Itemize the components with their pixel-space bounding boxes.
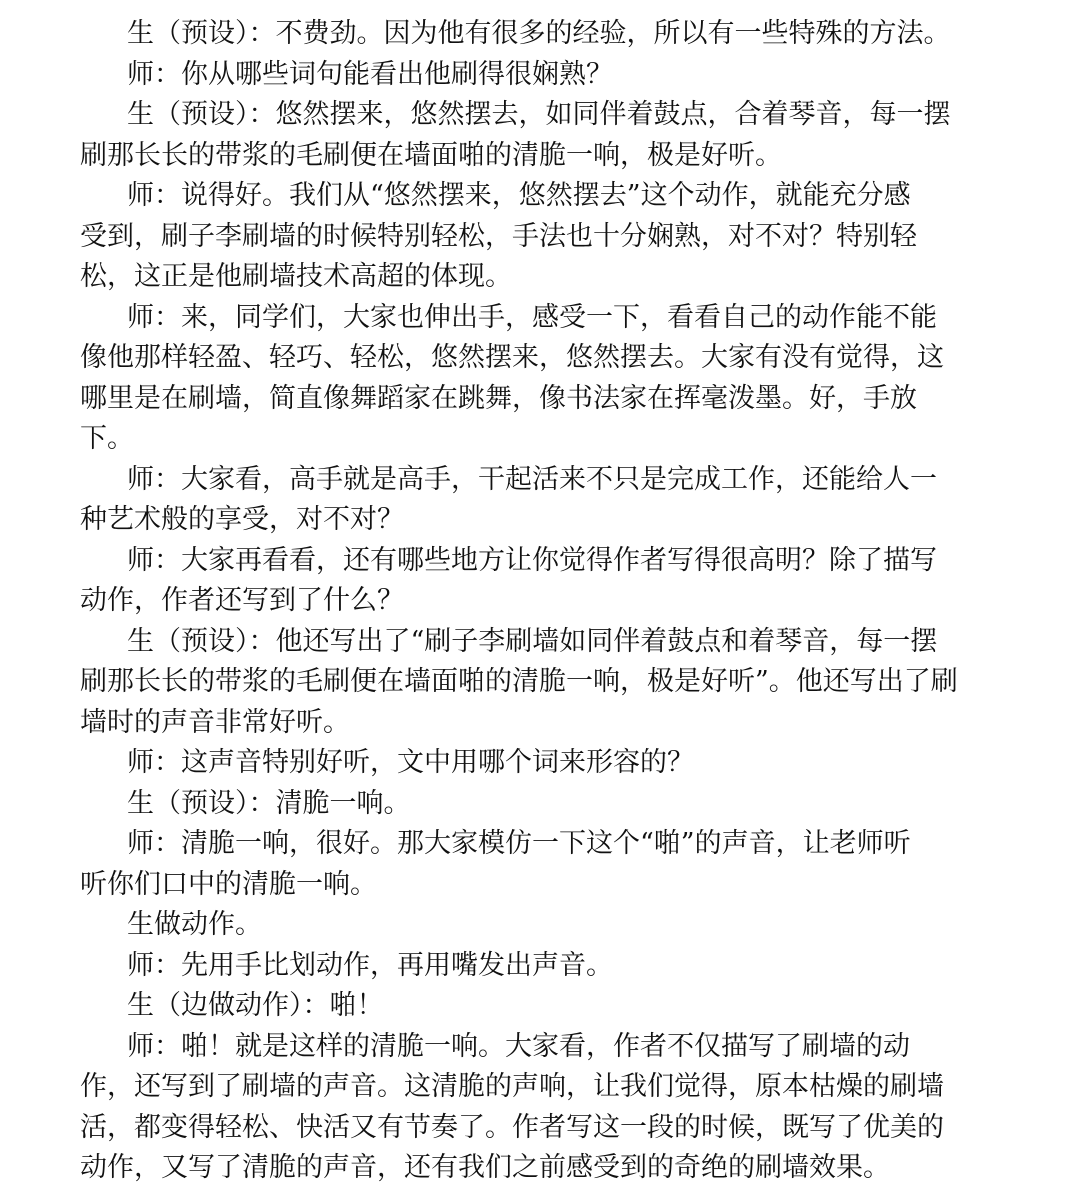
- paragraph-line: 下。: [80, 423, 134, 454]
- paragraph-line: 刷那长长的带浆的毛刷便在墙面啪的清脆一响，极是好听”。他还写出了刷: [80, 666, 958, 697]
- paragraph-line: 松，这正是他刷墙技术高超的体现。: [80, 261, 512, 292]
- paragraph-line: 师：清脆一响，很好。那大家模仿一下这个“啪”的声音，让老师听: [127, 828, 911, 859]
- paragraph-line: 动作，作者还写到了什么？: [80, 585, 404, 616]
- paragraph-line: 生（预设）：清脆一响。: [127, 787, 411, 819]
- paragraph-line: 动作，又写了清脆的声音，还有我们之前感受到的奇绝的刷墙效果。: [80, 1152, 890, 1183]
- paragraph-line: 师：说得好。我们从“悠然摆来，悠然摆去”这个动作，就能充分感: [127, 180, 911, 211]
- paragraph-line: 像他那样轻盈、轻巧、轻松，悠然摆来，悠然摆去。大家有没有觉得，这: [80, 342, 944, 373]
- paragraph-line: 种艺术般的享受，对不对？: [80, 504, 404, 535]
- paragraph-line: 师：你从哪些词句能看出他刷得很娴熟？: [127, 58, 613, 90]
- paragraph-line: 生（预设）：不费劲。因为他有很多的经验，所以有一些特殊的方法。: [127, 18, 951, 49]
- paragraph-line: 受到，刷子李刷墙的时候特别轻松，手法也十分娴熟，对不对？特别轻: [80, 220, 917, 252]
- paragraph-line: 生（预设）：悠然摆来，悠然摆去，如同伴着鼓点，合着琴音，每一摆: [127, 99, 951, 130]
- document-page: [0, 14, 1080, 1189]
- paragraph-line: 师：大家再看看，还有哪些地方让你觉得作者写得很高明？除了描写: [127, 544, 937, 576]
- paragraph-line: 师：这声音特别好听，文中用哪个词来形容的？: [127, 747, 694, 778]
- paragraph-line: 生（边做动作）：啪！: [127, 990, 384, 1021]
- paragraph-line: 听你们口中的清脆一响。: [80, 868, 377, 900]
- paragraph-line: 墙时的声音非常好听。: [80, 706, 350, 738]
- paragraph-line: 师：先用手比划动作，再用嘴发出声音。: [127, 949, 613, 981]
- paragraph-line: 哪里是在刷墙，简直像舞蹈家在跳舞，像书法家在挥毫泼墨。好，手放: [80, 382, 917, 414]
- paragraph-line: 生做动作。: [127, 909, 262, 940]
- paragraph-line: 师：来，同学们，大家也伸出手，感受一下，看看自己的动作能不能: [127, 301, 937, 333]
- paragraph-line: 生（预设）：他还写出了“刷子李刷墙如同伴着鼓点和着琴音，每一摆: [127, 625, 938, 657]
- paragraph-line: 刷那长长的带浆的毛刷便在墙面啪的清脆一响，极是好听。: [80, 139, 782, 171]
- paragraph-line: 师：啪！就是这样的清脆一响。大家看，作者不仅描写了刷墙的动: [127, 1030, 910, 1062]
- paragraph-line: 活，都变得轻松、快活又有节奏了。作者写这一段的时候，既写了优美的: [80, 1111, 944, 1143]
- paragraph-line: 作，还写到了刷墙的声音。这清脆的声响，让我们觉得，原本枯燥的刷墙: [80, 1071, 944, 1102]
- paragraph-line: 师：大家看，高手就是高手，干起活来不只是完成工作，还能给人一: [127, 463, 937, 495]
